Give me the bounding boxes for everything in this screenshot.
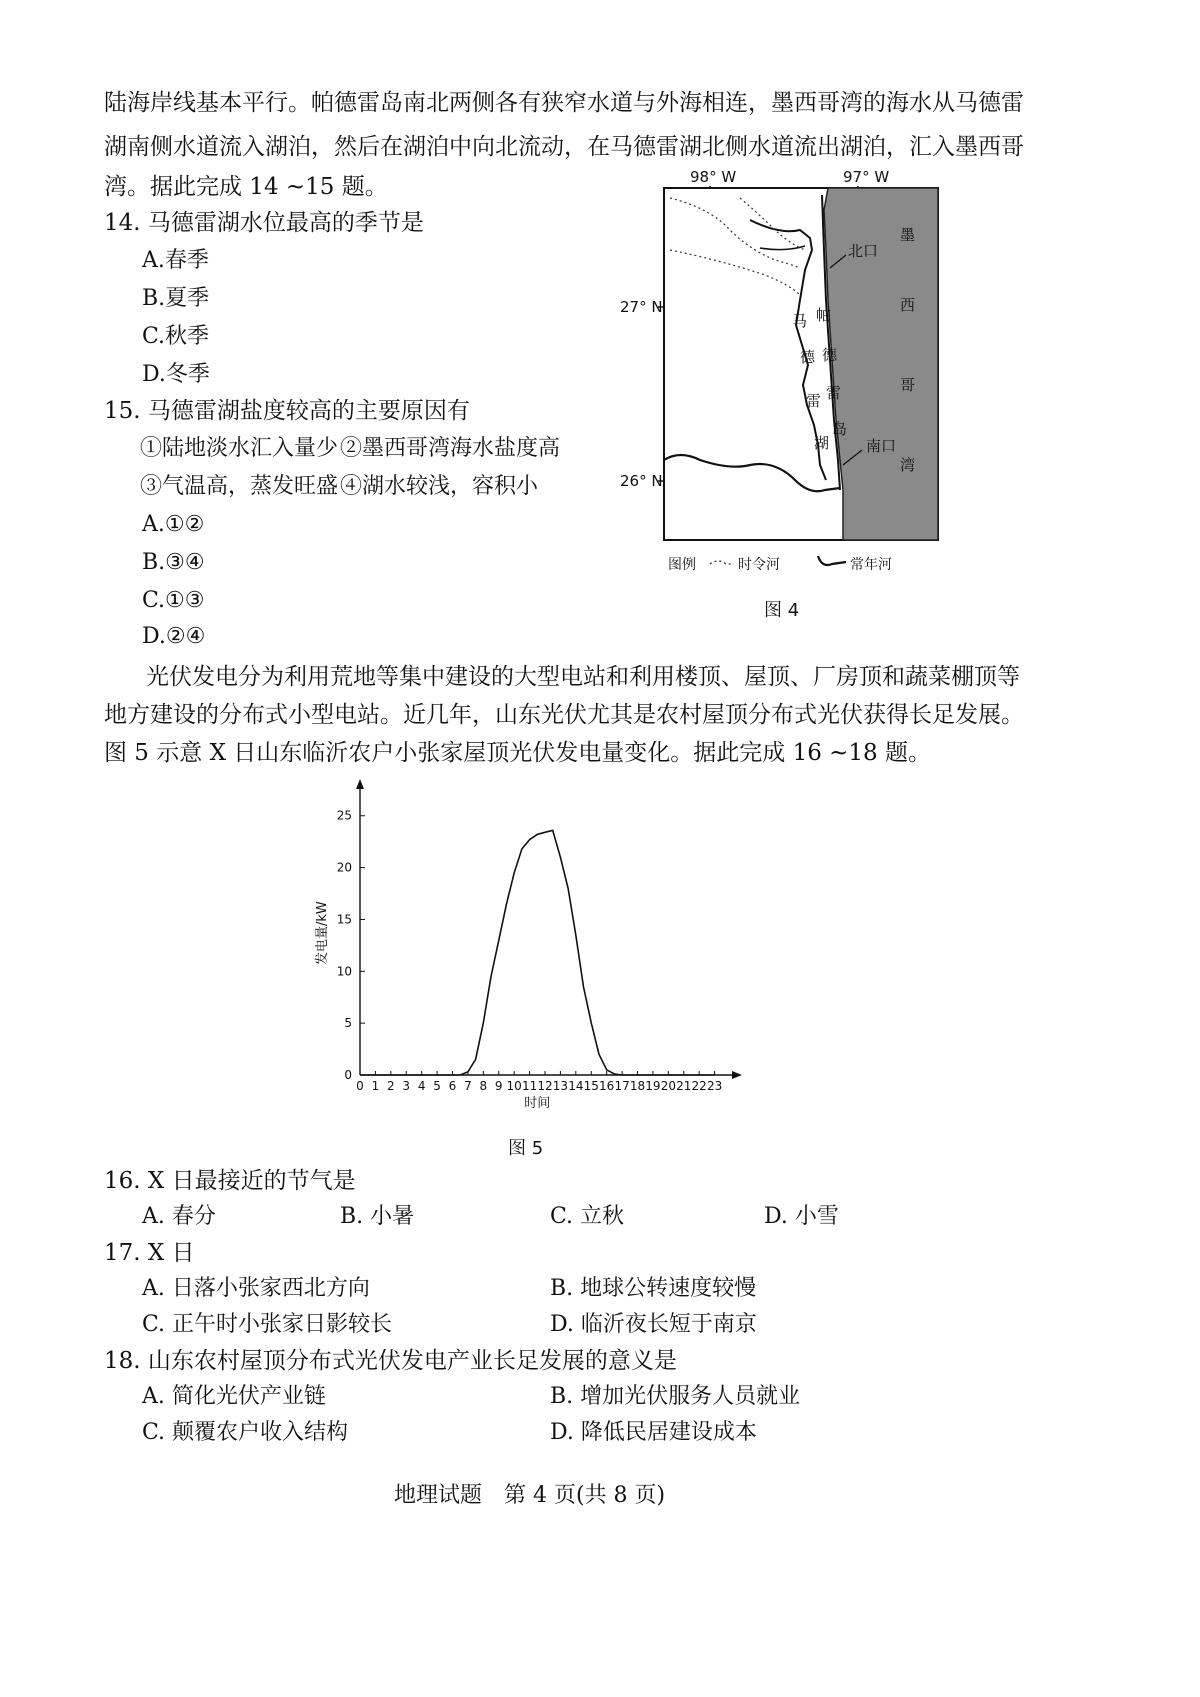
- question-14-option-b: B.夏季: [142, 286, 210, 311]
- chart-x-tick-label: 1: [371, 1079, 380, 1093]
- question-17-option-b: B. 地球公转速度较慢: [550, 1276, 757, 1301]
- map-island-char-1: 帕: [816, 306, 832, 324]
- question-17-option-d: D. 临沂夜长短于南京: [550, 1312, 757, 1337]
- chart-y-tick-label: 15: [336, 912, 352, 927]
- intro2-line-1: 光伏发电分为利用荒地等集中建设的大型电站和利用楼顶、屋顶、厂房顶和蔬菜棚顶等: [146, 664, 1020, 690]
- chart-x-tick-label: 20: [660, 1079, 676, 1093]
- intro1-line-3: 湾。据此完成 14 ~15 题。: [104, 174, 388, 200]
- question-17-stem: 17. X 日: [104, 1240, 195, 1266]
- chart-x-tick-label: 17: [614, 1079, 630, 1093]
- chart-x-tick-label: 15: [583, 1079, 599, 1093]
- map-lake-char-1: 马: [792, 312, 808, 330]
- chart-x-tick-label: 8: [479, 1079, 488, 1093]
- chart-x-tick-label: 3: [402, 1079, 411, 1093]
- legend-seasonal-river-symbol: [710, 561, 734, 564]
- chart-y-axis-arrow: [356, 779, 364, 789]
- intro2-line-3: 图 5 示意 X 日山东临沂农户小张家屋顶光伏发电量变化。据此完成 16 ~18 题。: [104, 740, 931, 766]
- chart-x-tick-label: 14: [568, 1079, 584, 1093]
- map-gulf-char-3: 哥: [900, 376, 916, 394]
- question-15-statement-1: ①陆地淡水汇入量少: [140, 436, 339, 461]
- question-16-stem: 16. X 日最接近的节气是: [104, 1168, 356, 1194]
- question-17-option-a: A. 日落小张家西北方向: [142, 1276, 370, 1301]
- chart-y-tick-label: 0: [344, 1068, 352, 1082]
- chart-x-tick-label: 18: [629, 1079, 646, 1093]
- chart-x-tick-label: 19: [645, 1079, 661, 1093]
- question-14-option-c: C.秋季: [142, 324, 210, 349]
- map-lake-char-3: 雷: [806, 392, 822, 410]
- chart-series-line: [360, 830, 715, 1075]
- chart-y-tick-label: 5: [344, 1016, 352, 1031]
- page-footer: 地理试题 第 4 页(共 8 页): [394, 1483, 666, 1508]
- question-16-option-a: A. 春分: [142, 1204, 216, 1229]
- chart-x-tick-label: 12: [537, 1079, 553, 1093]
- figure-5-chart: [300, 770, 760, 1130]
- map-south-inlet-label: 南口: [866, 437, 897, 455]
- map-gulf-char-4: 湾: [900, 456, 916, 474]
- question-14-option-a: A.春季: [142, 248, 209, 273]
- question-18-option-b: B. 增加光伏服务人员就业: [550, 1384, 801, 1409]
- map-lon-97w: 97° W: [843, 168, 890, 186]
- question-15-option-b: B.③④: [142, 550, 205, 575]
- map-legend-label: 图例: [668, 557, 696, 573]
- figure-5-caption: 图 5: [508, 1138, 544, 1159]
- map-north-inlet-label: 北口: [848, 242, 879, 260]
- map-lake-char-4: 湖: [814, 434, 830, 452]
- map-lat-27n: 27° N: [620, 298, 663, 316]
- chart-x-tick-label: 0: [356, 1079, 364, 1093]
- chart-x-tick-label: 23: [706, 1079, 723, 1093]
- question-15-option-d: D.②④: [142, 624, 206, 649]
- chart-x-tick-label: 21: [676, 1079, 692, 1093]
- chart-x-tick-label: 5: [433, 1079, 441, 1093]
- question-18-stem: 18. 山东农村屋顶分布式光伏发电产业长足发展的意义是: [104, 1348, 677, 1374]
- map-figure-4: [600, 160, 960, 580]
- map-island-char-3: 雷: [826, 384, 842, 402]
- chart-x-tick-label: 2: [387, 1079, 395, 1093]
- chart-x-axis-arrow: [732, 1071, 742, 1079]
- map-gulf-char-2: 西: [900, 296, 916, 314]
- chart-x-tick-label: 4: [417, 1079, 426, 1093]
- legend-perennial-river-symbol: [818, 556, 846, 565]
- question-17-option-c: C. 正午时小张家日影较长: [142, 1312, 393, 1337]
- chart-x-tick-label: 7: [464, 1079, 472, 1093]
- chart-x-axis-label: 时间: [524, 1096, 551, 1111]
- map-lon-98w: 98° W: [690, 168, 737, 186]
- question-15-option-a: A.①②: [142, 512, 205, 537]
- question-18-option-a: A. 简化光伏产业链: [142, 1384, 326, 1409]
- chart-x-tick-label: 10: [506, 1079, 522, 1093]
- chart-x-tick-label: 11: [521, 1079, 538, 1093]
- map-lake-char-2: 德: [800, 348, 816, 366]
- chart-x-tick-label: 13: [552, 1079, 569, 1093]
- chart-x-tick-label: 6: [448, 1079, 457, 1093]
- intro1-line-2: 湖南侧水道流入湖泊，然后在湖泊中向北流动，在马德雷湖北侧水道流出湖泊，汇入墨西哥: [104, 134, 1024, 160]
- chart-y-axis-label: 发电量/kW: [315, 901, 330, 965]
- question-15-statement-2: ②墨西哥湾海水盐度高: [340, 436, 561, 461]
- chart-x-tick-label: 9: [494, 1079, 503, 1093]
- chart-x-tick-label: 22: [691, 1079, 707, 1093]
- map-island-char-4: 岛: [832, 420, 848, 438]
- map-gulf-char-1: 墨: [900, 226, 916, 244]
- question-16-option-d: D. 小雪: [764, 1204, 839, 1229]
- map-legend-perennial: 常年河: [850, 557, 892, 573]
- map-island-char-2: 德: [822, 346, 838, 364]
- map-legend-seasonal: 时令河: [738, 557, 780, 573]
- question-15-option-c: C.①③: [142, 588, 205, 613]
- intro2-line-2: 地方建设的分布式小型电站。近几年，山东光伏尤其是农村屋顶分布式光伏获得长足发展。: [104, 702, 1024, 728]
- chart-x-tick-label: 16: [599, 1079, 615, 1093]
- question-16-option-b: B. 小暑: [340, 1204, 415, 1229]
- question-16-option-c: C. 立秋: [550, 1204, 625, 1229]
- question-14-stem: 14. 马德雷湖水位最高的季节是: [104, 210, 424, 236]
- figure-4-caption: 图 4: [764, 600, 800, 621]
- chart-y-tick-label: 25: [336, 808, 352, 823]
- intro1-line-1: 陆海岸线基本平行。帕德雷岛南北两侧各有狭窄水道与外海相连，墨西哥湾的海水从马德雷: [104, 90, 1024, 116]
- chart-y-tick-label: 10: [336, 964, 352, 979]
- question-15-statement-3: ③气温高，蒸发旺盛: [140, 474, 339, 499]
- map-lat-26n: 26° N: [620, 472, 663, 490]
- question-18-option-c: C. 颠覆农户收入结构: [142, 1420, 349, 1445]
- question-15-statement-4: ④湖水较浅，容积小: [340, 474, 539, 499]
- question-18-option-d: D. 降低民居建设成本: [550, 1420, 757, 1445]
- question-15-stem: 15. 马德雷湖盐度较高的主要原因有: [104, 398, 470, 424]
- chart-y-tick-label: 20: [336, 860, 352, 875]
- question-14-option-d: D.冬季: [142, 362, 210, 387]
